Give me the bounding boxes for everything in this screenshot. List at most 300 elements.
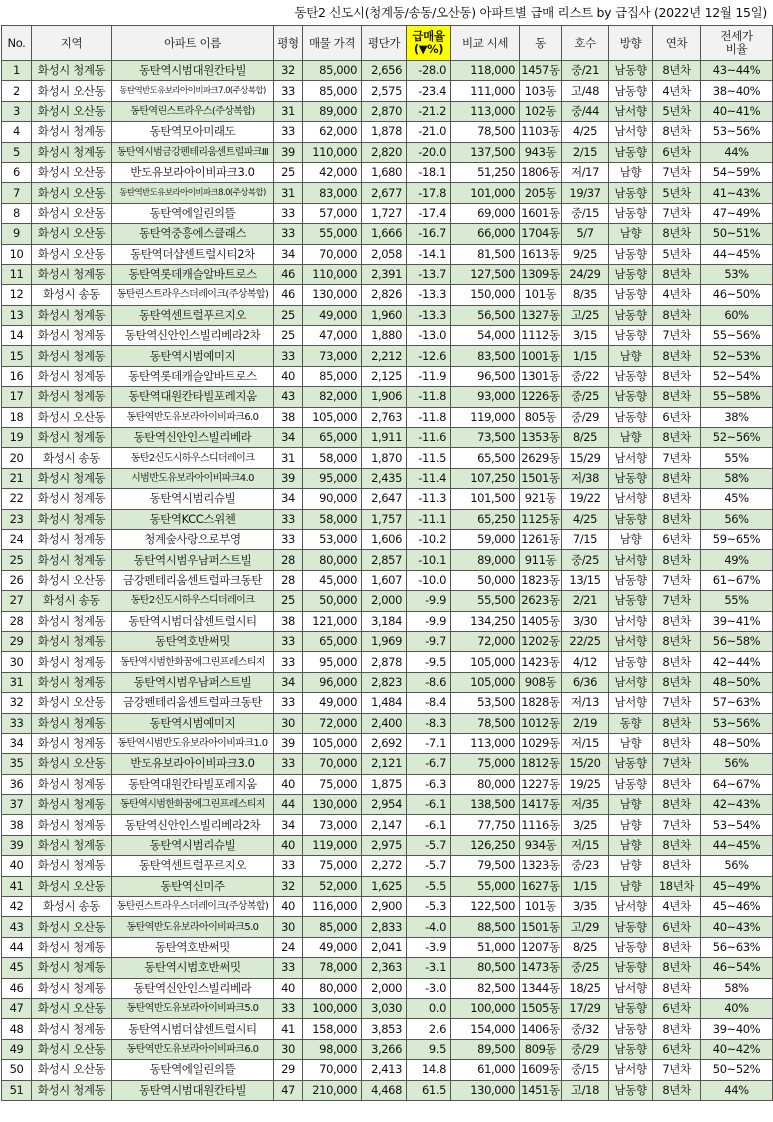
- cell-year: 8년차: [653, 856, 701, 876]
- cell-no: 50: [2, 1060, 32, 1080]
- cell-compare-price: 113,000: [451, 101, 520, 121]
- cell-size: 33: [274, 958, 303, 978]
- cell-apt-name: 반도유보라아이비파크3.0: [112, 754, 274, 774]
- cell-ho: 19/25: [562, 774, 609, 794]
- cell-compare-price: 93,000: [451, 387, 520, 407]
- cell-ho: 5/7: [562, 224, 609, 244]
- cell-no: 48: [2, 1019, 32, 1039]
- cell-drop-rate: 61.5: [407, 1080, 451, 1100]
- cell-size: 33: [274, 631, 303, 651]
- cell-per-pyeong: 2,400: [362, 713, 407, 733]
- cell-drop-rate: 14.8: [407, 1060, 451, 1080]
- cell-compare-price: 78,500: [451, 122, 520, 142]
- cell-no: 6: [2, 162, 32, 182]
- table-row: [2, 1080, 773, 1100]
- cell-ho: 15/20: [562, 754, 609, 774]
- table-row: [2, 897, 773, 917]
- cell-compare-price: 75,000: [451, 754, 520, 774]
- cell-size: 40: [274, 897, 303, 917]
- cell-dong: 1261동: [520, 529, 562, 549]
- table-row: [2, 591, 773, 611]
- cell-no: 1: [2, 61, 32, 81]
- cell-apt-name: 동탄린스트라우스더레이크(주상복합): [112, 897, 274, 917]
- cell-region: 화성시 송동: [32, 897, 112, 917]
- cell-year: 8년차: [653, 795, 701, 815]
- cell-ho: 9/25: [562, 244, 609, 264]
- cell-year: 8년차: [653, 652, 701, 672]
- cell-size: 46: [274, 285, 303, 305]
- cell-region: 화성시 오산동: [32, 693, 112, 713]
- page-title: 동탄2 신도시(청계동/송동/오산동) 아파트별 급매 리스트 by 급집사 (2022년 12월 15일): [294, 5, 767, 20]
- table-row: [2, 529, 773, 549]
- cell-size: 34: [274, 428, 303, 448]
- cell-dong: 1103동: [520, 122, 562, 142]
- cell-apt-name: 동탄역시범우남퍼스트빌: [112, 550, 274, 570]
- cell-compare-price: 89,000: [451, 550, 520, 570]
- cell-drop-rate: -16.7: [407, 224, 451, 244]
- cell-size: 25: [274, 591, 303, 611]
- cell-direction: 남동향: [609, 203, 653, 223]
- cell-size: 31: [274, 183, 303, 203]
- cell-jeonse-ratio: 58%: [701, 468, 773, 488]
- cell-per-pyeong: 1,906: [362, 387, 407, 407]
- cell-direction: 남동향: [609, 81, 653, 101]
- cell-size: 38: [274, 611, 303, 631]
- cell-dong: 934동: [520, 835, 562, 855]
- cell-dong: 1112동: [520, 326, 562, 346]
- cell-compare-price: 69,000: [451, 203, 520, 223]
- cell-no: 25: [2, 550, 32, 570]
- cell-apt-name: 동탄역대원칸타빌포레지움: [112, 387, 274, 407]
- cell-region: 화성시 송동: [32, 285, 112, 305]
- cell-dong: 102동: [520, 101, 562, 121]
- cell-direction: 남동향: [609, 591, 653, 611]
- header-drop-rate-line2: (▼%): [413, 42, 444, 56]
- cell-apt-name: 동탄린스트라우스더레이크(주상복합): [112, 285, 274, 305]
- cell-drop-rate: -8.4: [407, 693, 451, 713]
- cell-ho: 중/15: [562, 1060, 609, 1080]
- cell-dong: 1823동: [520, 570, 562, 590]
- cell-ho: 3/15: [562, 326, 609, 346]
- cell-per-pyeong: 2,147: [362, 815, 407, 835]
- header-per-pyeong: 평단가: [362, 26, 407, 61]
- cell-compare-price: 80,500: [451, 958, 520, 978]
- cell-jeonse-ratio: 52~56%: [701, 428, 773, 448]
- cell-region: 화성시 청계동: [32, 631, 112, 651]
- cell-ho: 3/35: [562, 897, 609, 917]
- cell-apt-name: 동탄역시범한화꿈에그린프레스티지: [112, 795, 274, 815]
- cell-region: 화성시 청계동: [32, 529, 112, 549]
- cell-direction: 남동향: [609, 652, 653, 672]
- cell-year: 8년차: [653, 387, 701, 407]
- cell-direction: 남향: [609, 876, 653, 896]
- cell-compare-price: 65,250: [451, 509, 520, 529]
- cell-per-pyeong: 2,763: [362, 407, 407, 427]
- cell-region: 화성시 청계동: [32, 489, 112, 509]
- cell-compare-price: 127,500: [451, 264, 520, 284]
- cell-apt-name: 동탄역에일린의뜰: [112, 1060, 274, 1080]
- table-row: [2, 774, 773, 794]
- cell-price: 119,000: [303, 835, 362, 855]
- cell-size: 31: [274, 448, 303, 468]
- cell-compare-price: 101,500: [451, 489, 520, 509]
- cell-jeonse-ratio: 57~63%: [701, 693, 773, 713]
- cell-jeonse-ratio: 40~43%: [701, 917, 773, 937]
- cell-direction: 남동향: [609, 958, 653, 978]
- cell-apt-name: 동탄역반도유보라아이비파크5.0: [112, 998, 274, 1018]
- cell-per-pyeong: 1,666: [362, 224, 407, 244]
- cell-per-pyeong: 2,000: [362, 591, 407, 611]
- cell-price: 85,000: [303, 917, 362, 937]
- cell-region: 화성시 오산동: [32, 876, 112, 896]
- cell-year: 8년차: [653, 305, 701, 325]
- table-row: [2, 570, 773, 590]
- cell-drop-rate: -12.6: [407, 346, 451, 366]
- cell-drop-rate: -9.9: [407, 611, 451, 631]
- cell-apt-name: 동탄2신도시하우스디더레이크: [112, 448, 274, 468]
- cell-jeonse-ratio: 52~53%: [701, 346, 773, 366]
- cell-apt-name: 동탄역센트럴푸르지오: [112, 856, 274, 876]
- cell-dong: 1309동: [520, 264, 562, 284]
- cell-ho: 저/13: [562, 693, 609, 713]
- cell-size: 33: [274, 203, 303, 223]
- cell-direction: 남서향: [609, 631, 653, 651]
- cell-year: 8년차: [653, 264, 701, 284]
- cell-direction: 남동향: [609, 937, 653, 957]
- cell-jeonse-ratio: 50~51%: [701, 224, 773, 244]
- cell-drop-rate: -5.7: [407, 835, 451, 855]
- table-row: [2, 937, 773, 957]
- cell-price: 65,000: [303, 631, 362, 651]
- cell-price: 42,000: [303, 162, 362, 182]
- cell-apt-name: 동탄역시범리슈빌: [112, 835, 274, 855]
- cell-compare-price: 96,500: [451, 366, 520, 386]
- cell-ho: 2/19: [562, 713, 609, 733]
- cell-no: 38: [2, 815, 32, 835]
- cell-region: 화성시 청계동: [32, 652, 112, 672]
- cell-direction: 남동향: [609, 407, 653, 427]
- cell-per-pyeong: 2,954: [362, 795, 407, 815]
- cell-no: 8: [2, 203, 32, 223]
- cell-per-pyeong: 1,911: [362, 428, 407, 448]
- cell-year: 8년차: [653, 611, 701, 631]
- cell-jeonse-ratio: 56%: [701, 754, 773, 774]
- cell-ho: 8/25: [562, 428, 609, 448]
- table-row: [2, 672, 773, 692]
- table-row: [2, 978, 773, 998]
- cell-size: 34: [274, 672, 303, 692]
- cell-per-pyeong: 2,878: [362, 652, 407, 672]
- cell-region: 화성시 청계동: [32, 468, 112, 488]
- cell-drop-rate: -7.1: [407, 733, 451, 753]
- table-row: [2, 122, 773, 142]
- cell-direction: 남동향: [609, 998, 653, 1018]
- header-jeonse-line2: 비율: [725, 42, 748, 56]
- cell-drop-rate: -23.4: [407, 81, 451, 101]
- cell-ho: 저/35: [562, 795, 609, 815]
- cell-drop-rate: -21.2: [407, 101, 451, 121]
- cell-direction: 남동향: [609, 366, 653, 386]
- cell-year: 4년차: [653, 897, 701, 917]
- cell-size: 30: [274, 1039, 303, 1059]
- cell-region: 화성시 오산동: [32, 407, 112, 427]
- cell-per-pyeong: 1,757: [362, 509, 407, 529]
- cell-region: 화성시 오산동: [32, 162, 112, 182]
- cell-no: 41: [2, 876, 32, 896]
- cell-apt-name: 동탄역더샵센트럴시티2차: [112, 244, 274, 264]
- cell-no: 42: [2, 897, 32, 917]
- table-row: [2, 448, 773, 468]
- header-row: [2, 26, 773, 61]
- cell-price: 49,000: [303, 305, 362, 325]
- cell-compare-price: 111,000: [451, 81, 520, 101]
- cell-size: 40: [274, 978, 303, 998]
- cell-price: 72,000: [303, 713, 362, 733]
- cell-no: 19: [2, 428, 32, 448]
- cell-compare-price: 59,000: [451, 529, 520, 549]
- cell-price: 89,000: [303, 101, 362, 121]
- cell-no: 33: [2, 713, 32, 733]
- listing-table: [1, 25, 773, 1101]
- cell-dong: 2629동: [520, 448, 562, 468]
- cell-price: 70,000: [303, 754, 362, 774]
- cell-ho: 17/29: [562, 998, 609, 1018]
- cell-apt-name: 동탄역시범반도유보라아이비파크1.0: [112, 733, 274, 753]
- cell-apt-name: 청계숲사랑으로부영: [112, 529, 274, 549]
- cell-size: 34: [274, 815, 303, 835]
- cell-price: 121,000: [303, 611, 362, 631]
- cell-region: 화성시 송동: [32, 448, 112, 468]
- cell-ho: 2/21: [562, 591, 609, 611]
- cell-per-pyeong: 2,975: [362, 835, 407, 855]
- cell-jeonse-ratio: 40%: [701, 998, 773, 1018]
- table-row: [2, 81, 773, 101]
- cell-year: 8년차: [653, 509, 701, 529]
- cell-compare-price: 105,000: [451, 652, 520, 672]
- cell-size: 31: [274, 101, 303, 121]
- cell-ho: 4/25: [562, 122, 609, 142]
- cell-size: 30: [274, 917, 303, 937]
- cell-compare-price: 66,000: [451, 224, 520, 244]
- cell-direction: 남동향: [609, 1019, 653, 1039]
- cell-drop-rate: -20.0: [407, 142, 451, 162]
- cell-apt-name: 동탄역반도유보라아이비파크6.0: [112, 1039, 274, 1059]
- table-row: [2, 285, 773, 305]
- cell-drop-rate: -4.0: [407, 917, 451, 937]
- table-row: [2, 244, 773, 264]
- table-body: [2, 61, 773, 1101]
- cell-dong: 1505동: [520, 998, 562, 1018]
- cell-compare-price: 51,000: [451, 937, 520, 957]
- cell-year: 8년차: [653, 713, 701, 733]
- cell-price: 73,000: [303, 815, 362, 835]
- cell-jeonse-ratio: 55%: [701, 448, 773, 468]
- cell-size: 34: [274, 244, 303, 264]
- cell-no: 21: [2, 468, 32, 488]
- cell-direction: 남서향: [609, 1060, 653, 1080]
- cell-dong: 1001동: [520, 346, 562, 366]
- cell-dong: 1029동: [520, 733, 562, 753]
- cell-year: 8년차: [653, 937, 701, 957]
- table-row: [2, 224, 773, 244]
- cell-jeonse-ratio: 39~40%: [701, 1019, 773, 1039]
- cell-size: 40: [274, 835, 303, 855]
- header-apt: 아파트 이름: [112, 26, 274, 61]
- cell-size: 25: [274, 326, 303, 346]
- cell-dong: 1125동: [520, 509, 562, 529]
- cell-compare-price: 150,000: [451, 285, 520, 305]
- cell-ho: 중/44: [562, 101, 609, 121]
- cell-apt-name: 동탄역대원칸타빌포레지움: [112, 774, 274, 794]
- cell-dong: 1451동: [520, 1080, 562, 1100]
- cell-apt-name: 동탄역신안인스빌리베라2차: [112, 326, 274, 346]
- cell-drop-rate: 2.6: [407, 1019, 451, 1039]
- cell-region: 화성시 오산동: [32, 998, 112, 1018]
- cell-per-pyeong: 2,656: [362, 61, 407, 81]
- cell-compare-price: 80,000: [451, 774, 520, 794]
- cell-dong: 1627동: [520, 876, 562, 896]
- table-row: [2, 468, 773, 488]
- cell-no: 7: [2, 183, 32, 203]
- cell-dong: 1353동: [520, 428, 562, 448]
- cell-price: 65,000: [303, 428, 362, 448]
- cell-price: 95,000: [303, 468, 362, 488]
- cell-drop-rate: -11.8: [407, 407, 451, 427]
- cell-ho: 15/29: [562, 448, 609, 468]
- cell-year: 5년차: [653, 101, 701, 121]
- cell-region: 화성시 청계동: [32, 815, 112, 835]
- cell-year: 7년차: [653, 448, 701, 468]
- cell-region: 화성시 청계동: [32, 346, 112, 366]
- table-row: [2, 428, 773, 448]
- cell-region: 화성시 청계동: [32, 1080, 112, 1100]
- cell-jeonse-ratio: 54~59%: [701, 162, 773, 182]
- cell-year: 8년차: [653, 1080, 701, 1100]
- cell-year: 7년차: [653, 203, 701, 223]
- cell-price: 78,000: [303, 958, 362, 978]
- header-jeonse-line1: 전세가: [720, 29, 753, 43]
- cell-direction: 남서향: [609, 897, 653, 917]
- cell-jeonse-ratio: 60%: [701, 305, 773, 325]
- cell-no: 44: [2, 937, 32, 957]
- cell-per-pyeong: 1,606: [362, 529, 407, 549]
- cell-per-pyeong: 2,212: [362, 346, 407, 366]
- cell-size: 33: [274, 693, 303, 713]
- cell-apt-name: 동탄역시범호반써밋: [112, 958, 274, 978]
- cell-drop-rate: -6.3: [407, 774, 451, 794]
- cell-region: 화성시 청계동: [32, 305, 112, 325]
- cell-price: 62,000: [303, 122, 362, 142]
- cell-dong: 1812동: [520, 754, 562, 774]
- cell-region: 화성시 청계동: [32, 835, 112, 855]
- cell-ho: 중/29: [562, 1039, 609, 1059]
- cell-price: 58,000: [303, 509, 362, 529]
- cell-drop-rate: -11.8: [407, 387, 451, 407]
- table-row: [2, 203, 773, 223]
- table-row: [2, 795, 773, 815]
- cell-dong: 1012동: [520, 713, 562, 733]
- cell-year: 8년차: [653, 672, 701, 692]
- cell-region: 화성시 청계동: [32, 611, 112, 631]
- cell-region: 화성시 오산동: [32, 81, 112, 101]
- cell-year: 8년차: [653, 774, 701, 794]
- cell-no: 13: [2, 305, 32, 325]
- cell-apt-name: 동탄역시범리슈빌: [112, 489, 274, 509]
- table-row: [2, 917, 773, 937]
- cell-apt-name: 동탄2신도시하우스디더레이크: [112, 591, 274, 611]
- table-row: [2, 162, 773, 182]
- cell-price: 116,000: [303, 897, 362, 917]
- cell-region: 화성시 청계동: [32, 122, 112, 142]
- cell-drop-rate: -9.9: [407, 591, 451, 611]
- cell-year: 8년차: [653, 224, 701, 244]
- cell-jeonse-ratio: 53%: [701, 264, 773, 284]
- table-row: [2, 733, 773, 753]
- cell-ho: 22/25: [562, 631, 609, 651]
- cell-compare-price: 118,000: [451, 61, 520, 81]
- cell-price: 85,000: [303, 366, 362, 386]
- table-row: [2, 142, 773, 162]
- table-row: [2, 61, 773, 81]
- table-row: [2, 611, 773, 631]
- cell-drop-rate: -11.4: [407, 468, 451, 488]
- cell-size: 40: [274, 774, 303, 794]
- cell-drop-rate: -11.9: [407, 366, 451, 386]
- cell-per-pyeong: 1,607: [362, 570, 407, 590]
- cell-dong: 1704동: [520, 224, 562, 244]
- cell-size: 29: [274, 1060, 303, 1080]
- cell-direction: 남동향: [609, 387, 653, 407]
- cell-no: 24: [2, 529, 32, 549]
- cell-dong: 1327동: [520, 305, 562, 325]
- cell-drop-rate: -18.1: [407, 162, 451, 182]
- cell-price: 75,000: [303, 774, 362, 794]
- cell-year: 8년차: [653, 366, 701, 386]
- cell-no: 32: [2, 693, 32, 713]
- cell-apt-name: 동탄역시범더샵센트럴시티: [112, 1019, 274, 1039]
- cell-ho: 6/36: [562, 672, 609, 692]
- cell-no: 29: [2, 631, 32, 651]
- cell-apt-name: 동탄역시범예미지: [112, 346, 274, 366]
- cell-per-pyeong: 2,000: [362, 978, 407, 998]
- cell-year: 7년차: [653, 815, 701, 835]
- cell-ho: 1/15: [562, 346, 609, 366]
- cell-no: 9: [2, 224, 32, 244]
- cell-size: 32: [274, 61, 303, 81]
- cell-no: 45: [2, 958, 32, 978]
- cell-size: 33: [274, 754, 303, 774]
- cell-jeonse-ratio: 40~41%: [701, 101, 773, 121]
- cell-price: 52,000: [303, 876, 362, 896]
- header-dong: 동: [520, 26, 562, 61]
- cell-price: 47,000: [303, 326, 362, 346]
- cell-ho: 저/15: [562, 733, 609, 753]
- cell-year: 6년차: [653, 1039, 701, 1059]
- cell-drop-rate: -5.5: [407, 876, 451, 896]
- cell-size: 28: [274, 570, 303, 590]
- cell-per-pyeong: 2,826: [362, 285, 407, 305]
- cell-price: 98,000: [303, 1039, 362, 1059]
- cell-jeonse-ratio: 48~50%: [701, 672, 773, 692]
- cell-per-pyeong: 2,121: [362, 754, 407, 774]
- cell-region: 화성시 오산동: [32, 224, 112, 244]
- cell-year: 7년차: [653, 693, 701, 713]
- cell-dong: 911동: [520, 550, 562, 570]
- cell-no: 5: [2, 142, 32, 162]
- cell-per-pyeong: 2,041: [362, 937, 407, 957]
- cell-direction: 남서향: [609, 611, 653, 631]
- cell-drop-rate: -21.0: [407, 122, 451, 142]
